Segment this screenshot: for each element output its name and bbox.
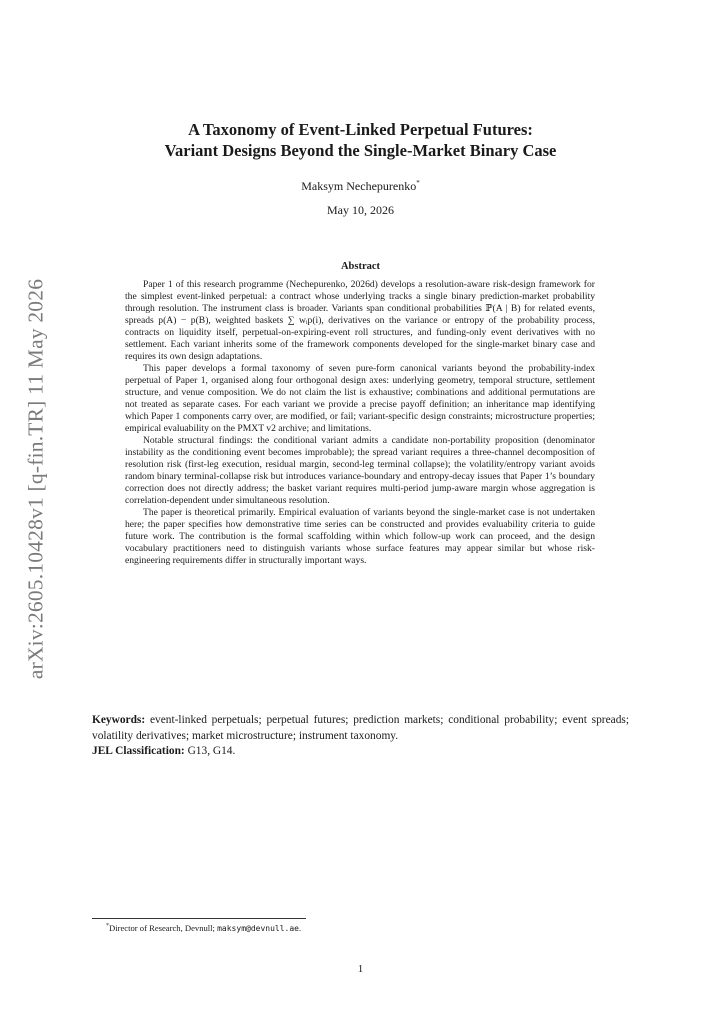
page-number: 1 [357,963,364,975]
footnote-email[interactable]: maksym@devnull.ae [217,924,299,933]
paper-title [92,119,629,161]
arxiv-sidebar [16,279,56,679]
author-footnote-mark: * [416,179,420,187]
abstract-body [125,279,595,567]
footnote-end: . [299,923,302,933]
keywords-label: Keywords: [92,714,146,726]
jel-label: JEL Classification: [92,745,185,757]
abstract-paragraph-4: The paper is theoretical primarily. Empirical evaluation of variants beyond the single-market case is not undertaken here; the paper specifies how demonstrative time series can be constructed and provides evaluability criteria to guide future work. The contribution is the formal scaffolding within which follow-up work can proceed, and the design vocabulary practitioners need to distinguish variants whose surface features may appear similar but whose risk-engineering requirements differ in structurally important ways. [125,507,595,566]
keywords-section [92,713,629,760]
footnote [106,923,301,933]
footnote-mark: * [106,923,109,930]
author-name: Maksym Nechepurenko [301,179,417,193]
jel-text: G13, G14. [187,745,236,757]
footnote-text: Director of Research, Devnull; [109,923,215,933]
arxiv-identifier: arXiv:2605.10428v1 [q-fin.TR] 11 May 2026 [23,278,48,680]
title-line-2: Variant Designs Beyond the Single-Market Binary Case [164,141,557,160]
abstract-paragraph-1: Paper 1 of this research programme (Nechepurenko, 2026d) develops a resolution-aware risk-design framework for the simplest event-linked perpetual: a contract whose underlying tracks a single binary prediction-market probability through resolution. The instrument class is broader. Variants span conditional probabilities ℙ(A | B) for related events, spreads p(A) − p(B), weighted baskets ∑ wᵢp(i), derivatives on the variance or entropy of the probability process, contracts on liquidity itself, perpetual-on-expiring-event roll structures, and funding-only event derivatives with no settlement. Each variant inherits some of the framework components developed for the single-market binary case and requires its own design adaptations. [125,279,595,362]
abstract-heading: Abstract [340,261,381,272]
footnote-rule [92,918,306,919]
paper-date: May 10, 2026 [327,203,394,217]
abstract-paragraph-3: Notable structural findings: the conditional variant admits a candidate non-portability proposition (denominator instability as the conditioning event becomes improbable); the spread variant requires a three-channel decomposition of resolution risk (first-leg execution, residual margin, second-leg terminal collapse); the volatility/entropy variant avoids random binary terminal-collapse risk but introduces variance-boundary and entropy-decay issues that Paper 1’s boundary correction does not directly address; the basket variant requires multi-period jump-aware margin whose aggregation is correlation-dependent under simultaneous resolution. [125,435,595,506]
author [92,179,629,194]
keywords-line [92,713,629,744]
keywords-text: event-linked perpetuals; perpetual futures; prediction markets; conditional probability; event spreads; volatility derivatives; market microstructure; instrument taxonomy. [92,714,629,742]
title-line-1: A Taxonomy of Event-Linked Perpetual Futures: [188,120,533,139]
jel-line [92,744,629,760]
abstract-paragraph-2: This paper develops a formal taxonomy of seven pure-form canonical variants beyond the probability-index perpetual of Paper 1, organised along four orthogonal design axes: underlying geometry, temporal structure, settlement structure, and venue composition. We do not claim the list is exhaustive; combinations and additional permutations are not treated as separate cases. For each variant we provide a precise payoff definition; an inheritance map identifying which Paper 1 components carry over, are modified, or fail; variant-specific design constraints; microstructure properties; empirical evaluability on the PMXT v2 archive; and limitations. [125,363,595,434]
